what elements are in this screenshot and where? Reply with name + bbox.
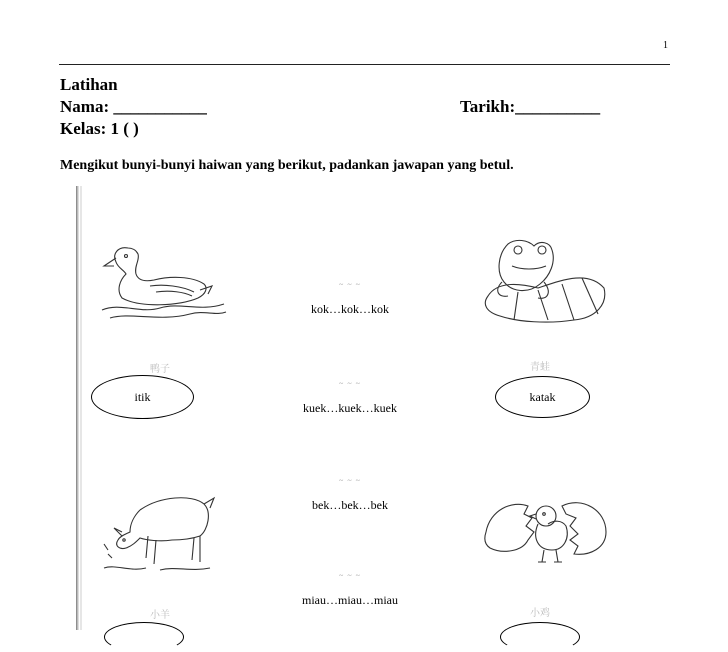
sound-bek: bek…bek…bek	[312, 498, 388, 512]
faint-mark-2: ~ ~ ~	[339, 379, 361, 388]
duck-illustration	[100, 240, 230, 325]
header-divider	[59, 64, 670, 65]
faint-mark-1: ~ ~ ~	[339, 280, 361, 289]
frog-illustration	[478, 236, 608, 326]
answer-katak-label: katak	[529, 390, 556, 404]
scan-edge-shadow-inner	[80, 186, 82, 630]
chick-illustration	[482, 492, 612, 572]
duck-chinese-caption: 鸭子	[150, 364, 170, 375]
goat-illustration	[100, 488, 220, 578]
date-field[interactable]: Tarikh:__________	[460, 97, 601, 116]
class-field[interactable]: Kelas: 1 ( )	[60, 119, 139, 138]
faint-mark-4: ~ ~ ~	[339, 571, 361, 580]
chick-chinese-caption: 小鸡	[530, 608, 550, 619]
sound-miau: miau…miau…miau	[302, 593, 398, 607]
page-number: 1	[663, 40, 668, 51]
worksheet-title: Latihan	[60, 75, 118, 94]
sound-kok: kok…kok…kok	[311, 302, 389, 316]
answer-ellipse-chick[interactable]	[500, 622, 580, 652]
frog-chinese-caption: 青蛙	[530, 362, 550, 373]
goat-chinese-caption: 小羊	[150, 610, 170, 621]
faint-mark-3: ~ ~ ~	[339, 476, 361, 485]
answer-ellipse-goat[interactable]	[104, 622, 184, 652]
answer-ellipse-katak[interactable]	[495, 376, 590, 418]
sound-kuek: kuek…kuek…kuek	[303, 401, 397, 415]
instruction-text: Mengikut bunyi-bunyi haiwan yang berikut, padankan jawapan yang betul.	[60, 158, 514, 173]
scan-edge-shadow	[76, 186, 79, 630]
answer-ellipse-itik[interactable]	[91, 375, 194, 419]
answer-itik-label: itik	[134, 390, 151, 404]
name-field[interactable]: Nama: ___________	[60, 97, 207, 116]
